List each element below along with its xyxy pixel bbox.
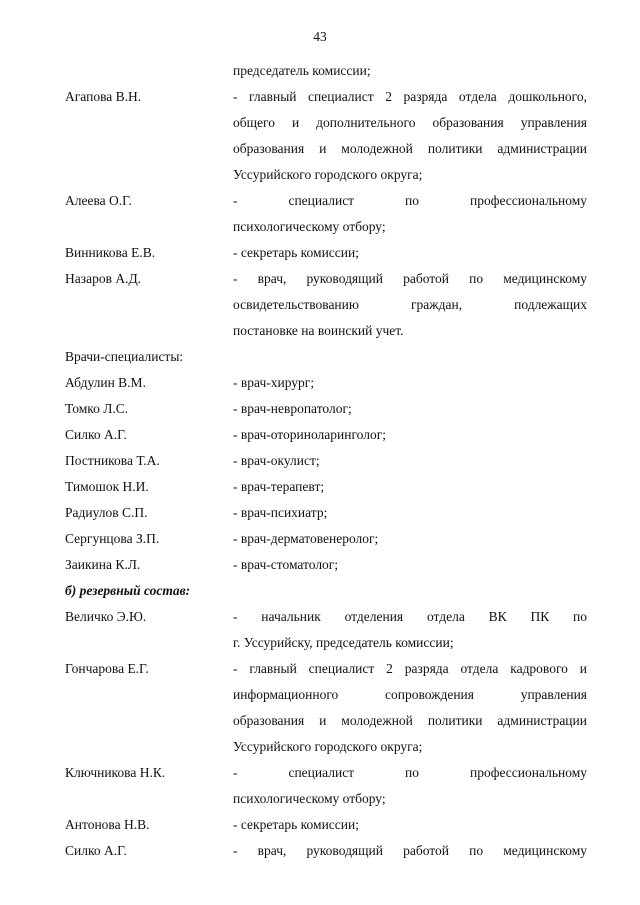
- role-line: г. Уссурийску, председатель комиссии;: [233, 635, 454, 650]
- member-name: Гончарова Е.Г.: [65, 661, 149, 676]
- doctor-entry: [65, 552, 587, 578]
- doctor-role: - врач-терапевт;: [233, 479, 325, 494]
- member-role: [233, 266, 587, 344]
- doctor-name: Силко А.Г.: [65, 427, 127, 442]
- doctor-name: Заикина К.Л.: [65, 557, 141, 572]
- commission-member: [65, 84, 587, 188]
- reserve-member: [65, 838, 587, 864]
- role-line: Уссурийского городского округа;: [233, 167, 423, 182]
- member-name: Назаров А.Д.: [65, 271, 142, 286]
- role-line: - секретарь комиссии;: [233, 245, 359, 260]
- reserve-member: [65, 760, 587, 812]
- member-name: Винникова Е.В.: [65, 245, 156, 260]
- role-line: общего и дополнительного образования управления: [233, 115, 587, 130]
- doctor-role: - врач-оториноларинголог;: [233, 427, 387, 442]
- role-line: - главный специалист 2 разряда отдела дошкольного,: [233, 89, 587, 104]
- role-line: - секретарь комиссии;: [233, 817, 359, 832]
- role-line: - начальник отделения отдела ВК ПК по: [233, 609, 587, 624]
- reserve-heading: б) резервный состав:: [65, 583, 191, 598]
- doctor-entry: [65, 500, 587, 526]
- member-role: [233, 58, 587, 84]
- member-name: Антонова Н.В.: [65, 817, 150, 832]
- role-line: - главный специалист 2 разряда отдела кадрового и: [233, 661, 587, 676]
- member-role: [233, 838, 587, 864]
- doctors-heading: Врачи-специалисты:: [65, 349, 184, 364]
- doctor-entry: [65, 396, 587, 422]
- member-role: [233, 240, 587, 266]
- member-role: [233, 812, 587, 838]
- document-body: [65, 58, 587, 864]
- doctor-name: Абдулин В.М.: [65, 375, 146, 390]
- member-name: Величко Э.Ю.: [65, 609, 147, 624]
- commission-member: [65, 266, 587, 344]
- member-name: Агапова В.Н.: [65, 89, 142, 104]
- member-role: [233, 604, 587, 656]
- doctor-name: Сергунцова З.П.: [65, 531, 160, 546]
- role-line: Уссурийского городского округа;: [233, 739, 423, 754]
- member-role: [233, 760, 587, 812]
- doctor-entry: [65, 370, 587, 396]
- member-name: Ключникова Н.К.: [65, 765, 166, 780]
- member-name: Силко А.Г.: [65, 843, 127, 858]
- role-line: информационного сопровождения управления: [233, 687, 587, 702]
- doctor-role: - врач-психиатр;: [233, 505, 328, 520]
- doctor-role: - врач-хирург;: [233, 375, 315, 390]
- role-line: психологическому отбору;: [233, 219, 386, 234]
- doctor-role: - врач-стоматолог;: [233, 557, 339, 572]
- doctor-entry: [65, 526, 587, 552]
- doctor-entry: [65, 474, 587, 500]
- doctor-name: Постникова Т.А.: [65, 453, 160, 468]
- doctor-name: Тимошок Н.И.: [65, 479, 149, 494]
- reserve-member: [65, 604, 587, 656]
- member-role: [233, 188, 587, 240]
- member-name: [65, 58, 233, 84]
- role-line: психологическому отбору;: [233, 791, 386, 806]
- reserve-member: [65, 812, 587, 838]
- commission-member: [65, 188, 587, 240]
- role-line: председатель комиссии;: [233, 63, 371, 78]
- role-line: - врач, руководящий работой по медицинскому: [233, 271, 587, 286]
- doctor-name: Томко Л.С.: [65, 401, 129, 416]
- doctor-name: Радиулов С.П.: [65, 505, 148, 520]
- role-line: - специалист по профессиональному: [233, 765, 587, 780]
- role-line: образования и молодежной политики администрации: [233, 141, 587, 156]
- page-number: 43: [313, 29, 327, 44]
- member-role: [233, 656, 587, 760]
- commission-member: [65, 58, 587, 84]
- role-line: постановке на воинский учет.: [233, 323, 404, 338]
- member-role: [233, 84, 587, 188]
- commission-member: [65, 240, 587, 266]
- role-line: освидетельствованию граждан, подлежащих: [233, 297, 587, 312]
- role-line: образования и молодежной политики администрации: [233, 713, 587, 728]
- doctor-entry: [65, 422, 587, 448]
- role-line: - врач, руководящий работой по медицинскому: [233, 843, 587, 858]
- doctor-role: - врач-окулист;: [233, 453, 320, 468]
- doctor-role: - врач-невропатолог;: [233, 401, 352, 416]
- reserve-member: [65, 656, 587, 760]
- role-line: - специалист по профессиональному: [233, 193, 587, 208]
- member-name: Алеева О.Г.: [65, 193, 132, 208]
- doctor-entry: [65, 448, 587, 474]
- doctor-role: - врач-дерматовенеролог;: [233, 531, 379, 546]
